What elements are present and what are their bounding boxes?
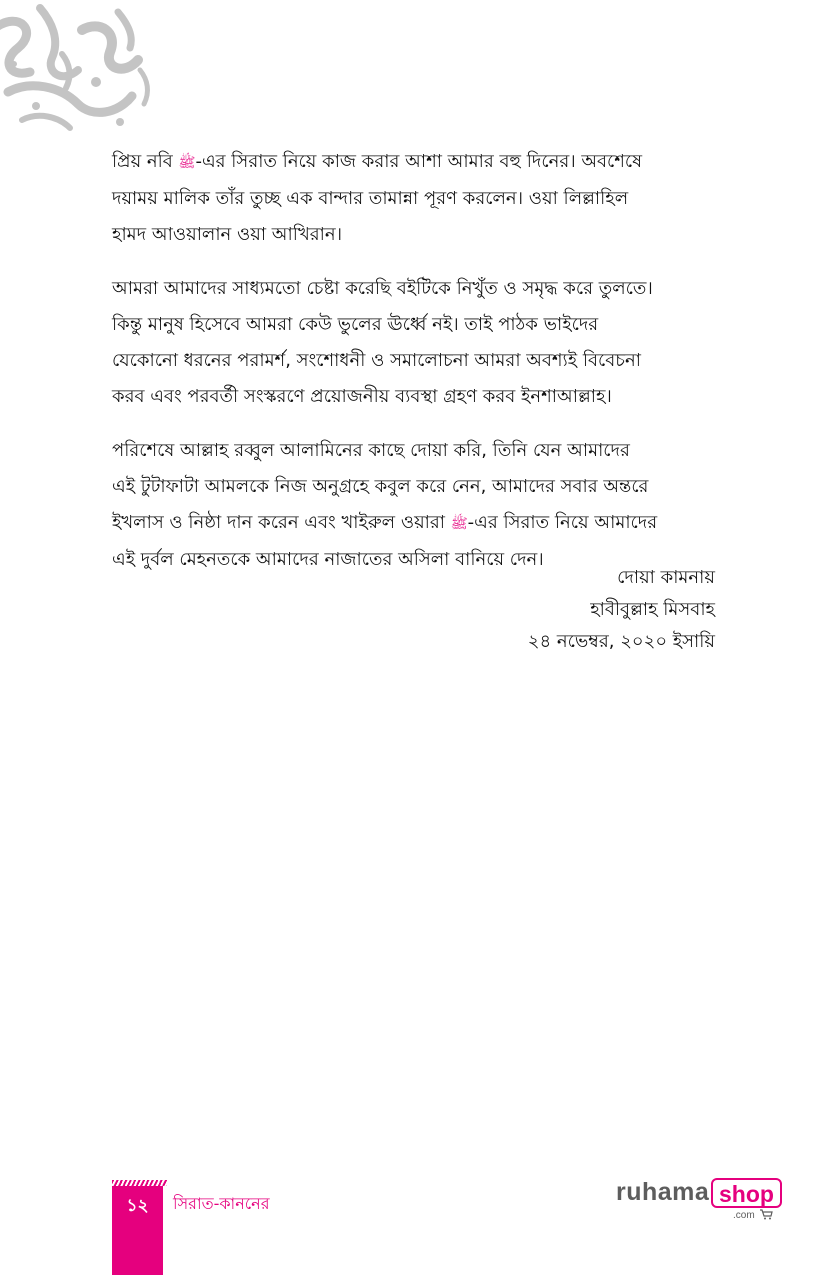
- text-fragment: প্রিয় নবি: [112, 151, 179, 172]
- text-line: আমরা আমাদের সাধ্যমতো চেষ্টা করেছি বইটিকে নিখুঁত ও সমৃদ্ধ করে তুলতে।: [112, 278, 653, 299]
- cart-icon: [760, 1209, 773, 1220]
- text-line: এই দুর্বল মেহনতকে আমাদের নাজাতের অসিলা বানিয়ে দেন।: [112, 549, 544, 570]
- brand-logo: [616, 1178, 781, 1222]
- text-fragment: ইখলাস ও নিষ্ঠা দান করেন এবং খাইরুল ওয়ারা: [112, 512, 451, 533]
- text-line: যেকোনো ধরনের পরামর্শ, সংশোধনী ও সমালোচনা আমরা অবশ্যই বিবেচনা: [112, 350, 641, 371]
- brand-name: ruhama: [616, 1178, 710, 1206]
- text-line: হামদ আওয়ালান ওয়া আখিরান।: [112, 224, 343, 245]
- brand-domain: .com: [733, 1210, 755, 1221]
- text-line: দয়াময় মালিক তাঁর তুচ্ছ এক বান্দার তামান্না পূরণ করলেন। ওয়া লিল্লাহিল: [112, 188, 629, 209]
- text-line: পরিশেষে আল্লাহ রব্বুল আলামিনের কাছে দোয়া করি, তিনি যেন আমাদের: [112, 440, 630, 461]
- paragraph-2: [112, 271, 715, 415]
- text-line: এই টুটাফাটা আমলকে নিজ অনুগ্রহে কবুল করে নেন, আমাদের সবার অন্তরে: [112, 476, 649, 497]
- author-name: হাবীবুল্লাহ মিসবাহ: [590, 599, 715, 620]
- brand-shop-badge: shop: [711, 1178, 782, 1208]
- preface-body: [112, 144, 715, 596]
- text-line: [112, 144, 715, 181]
- paragraph-3: [112, 433, 715, 578]
- closing-line: দোয়া কামনায়: [617, 567, 715, 588]
- text-line: [112, 505, 715, 542]
- calligraphy-ornament: [0, 0, 160, 135]
- salawat-icon: ﷺ: [450, 516, 468, 532]
- running-title: সিরাত-কাননের: [173, 1194, 270, 1213]
- paragraph-1: [112, 144, 715, 253]
- text-line: করব এবং পরবর্তী সংস্করণে প্রয়োজনীয় ব্যবস্থা গ্রহণ করব ইনশাআল্লাহ।: [112, 386, 612, 407]
- text-fragment: -এর সিরাত নিয়ে কাজ করার আশা আমার বহু দিনের। অবশেষে: [195, 151, 643, 172]
- text-line: কিন্তু মানুষ হিসেবে আমরা কেউ ভুলের ঊর্ধ্বে নই। তাই পাঠক ভাইদের: [112, 314, 599, 335]
- text-fragment: -এর সিরাত নিয়ে আমাদের: [467, 512, 658, 533]
- salawat-icon: ﷺ: [178, 155, 196, 171]
- signature-date: ২৪ নভেম্বর, ২০২০ ইসায়ি: [527, 631, 715, 652]
- page-number: ১২: [126, 1196, 149, 1216]
- signature-block: [528, 562, 715, 658]
